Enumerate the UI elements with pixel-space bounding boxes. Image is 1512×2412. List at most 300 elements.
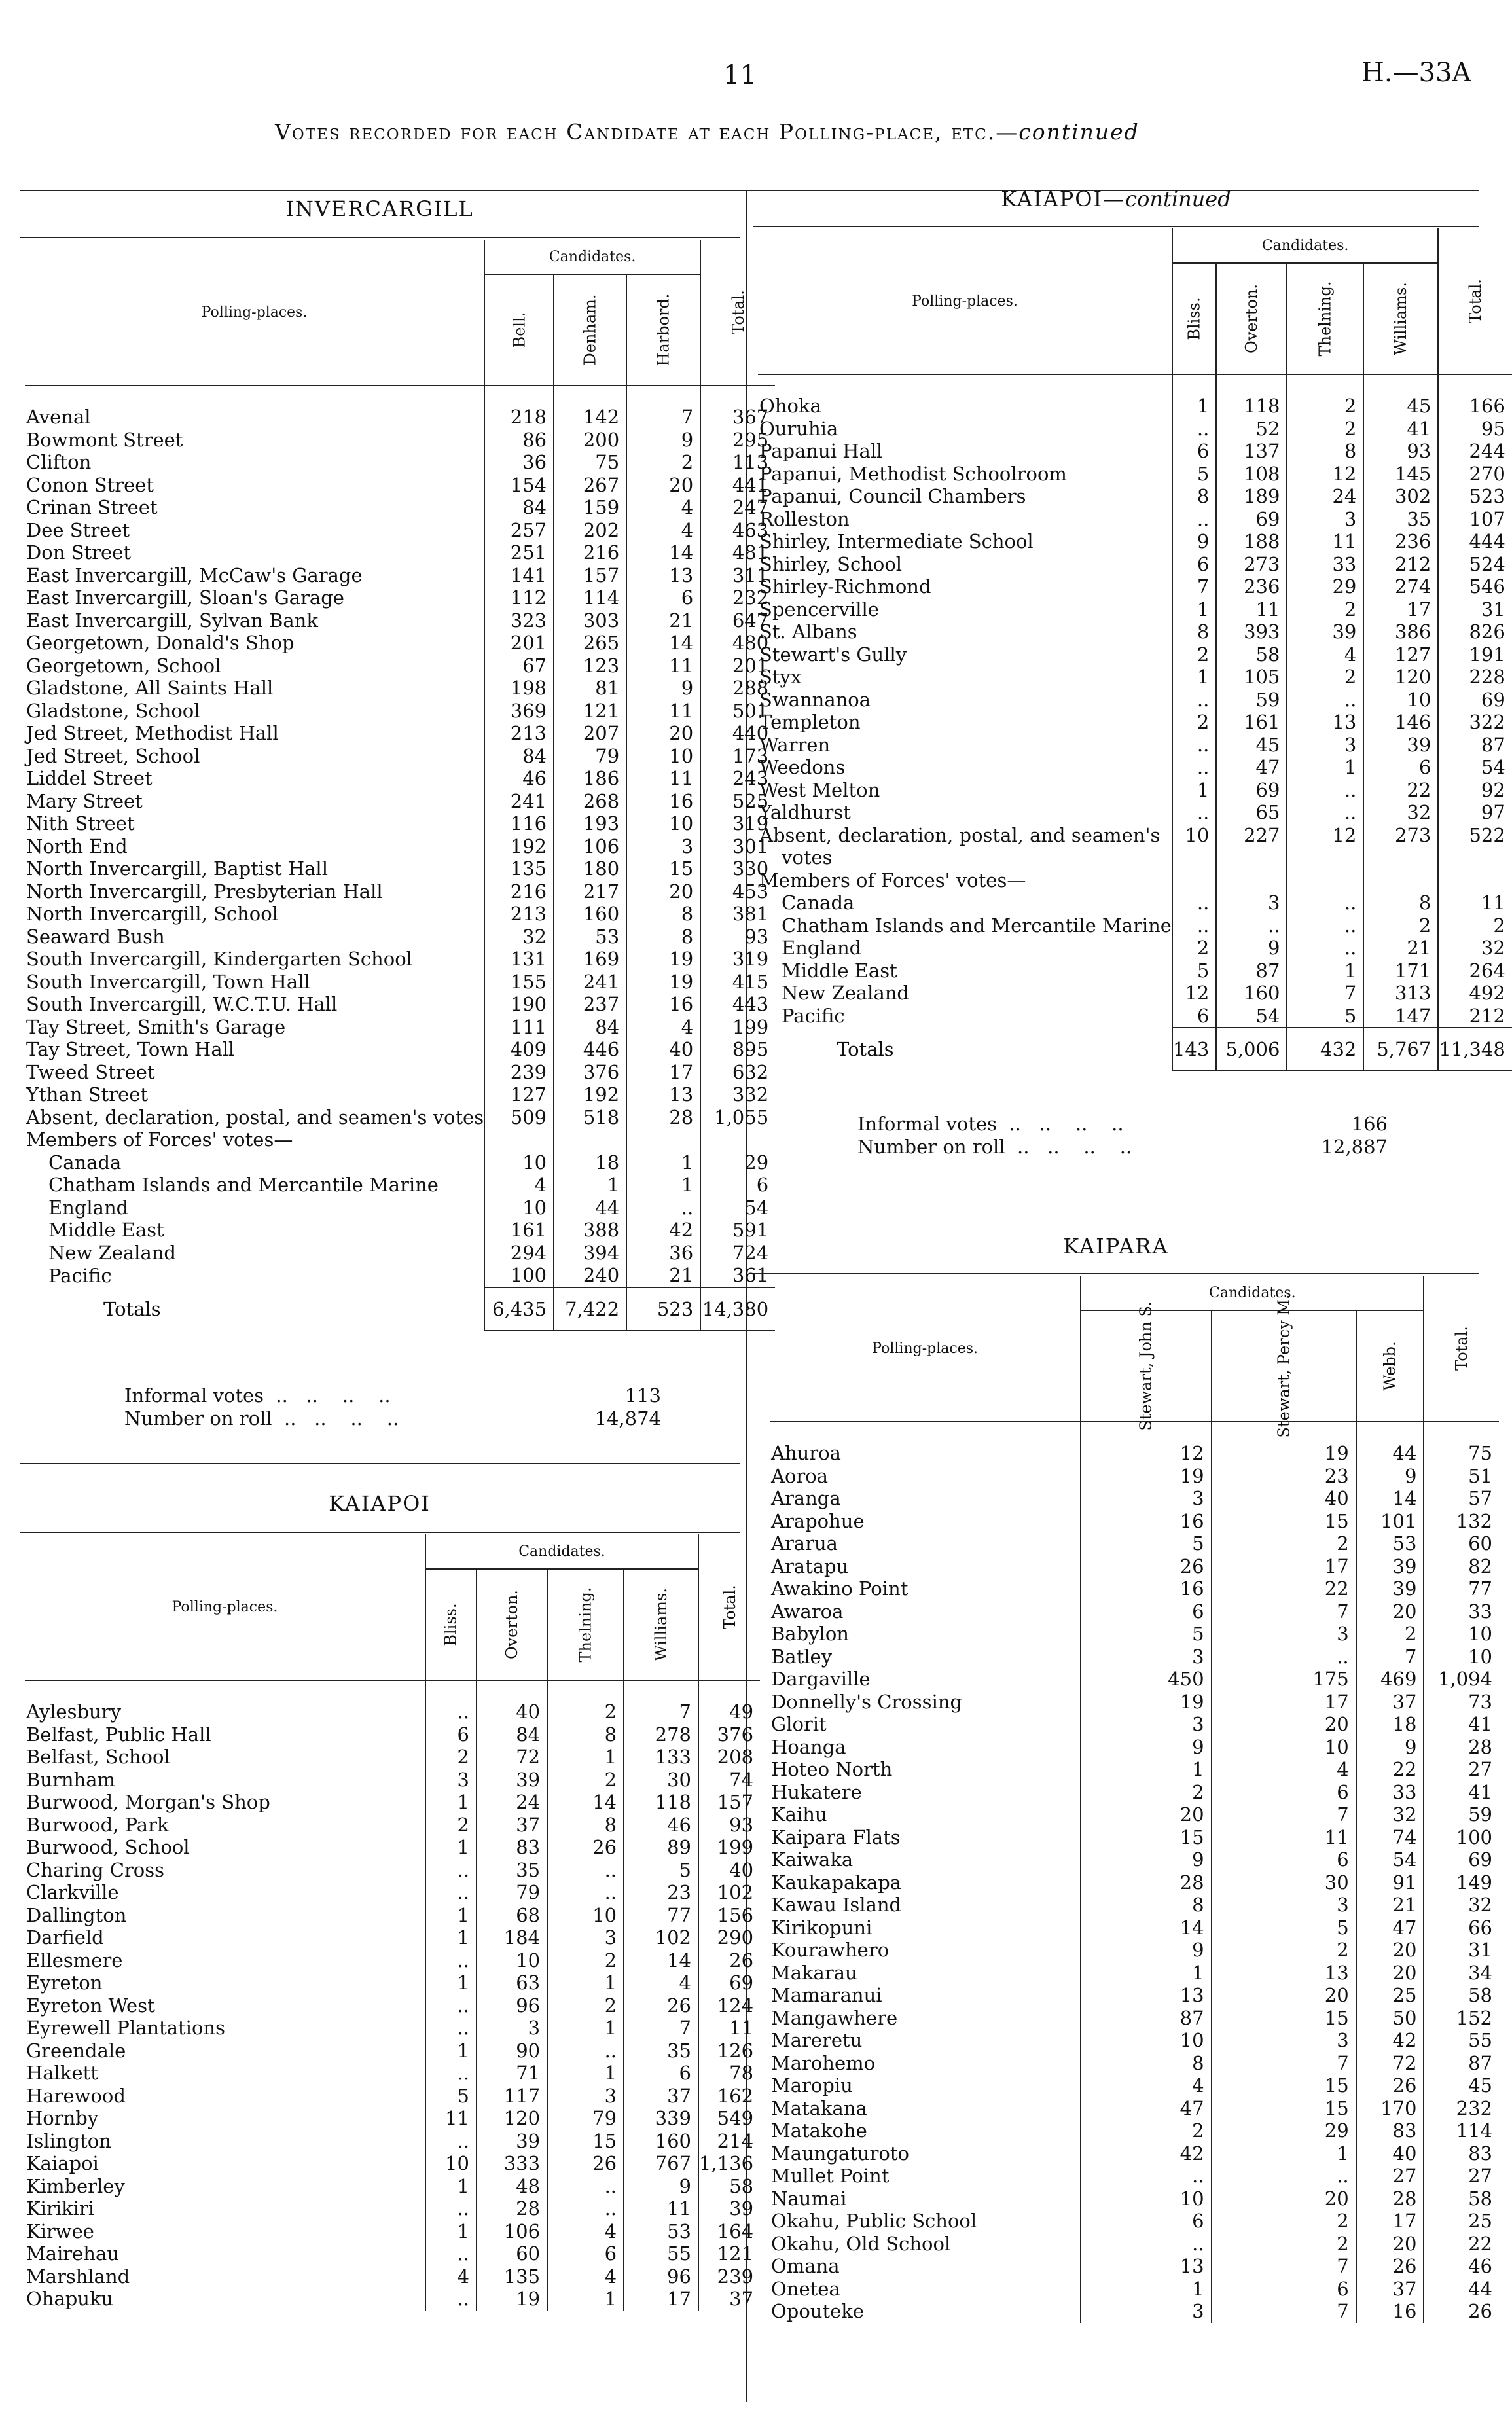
polling-place-name: Ahuroa <box>771 1442 841 1464</box>
polling-place-name: Spencerville <box>759 598 879 621</box>
vote-count: 123 <box>554 655 626 677</box>
vote-count: 826 <box>1438 621 1511 643</box>
vote-count: 311 <box>700 564 775 587</box>
polling-place-name: Kirikiri <box>26 2197 95 2220</box>
vote-count: 243 <box>700 767 775 790</box>
polling-place <box>25 1723 425 1746</box>
vote-count: 31 <box>1438 598 1511 621</box>
vote-count: 1 <box>425 1971 477 1994</box>
vote-count: 40 <box>477 1701 547 1723</box>
vote-count: 12 <box>1287 463 1363 486</box>
table-row <box>770 1668 1499 1691</box>
vote-count: 15 <box>1212 2097 1356 2120</box>
vote-count: 118 <box>624 1791 698 1814</box>
total-count: 11,348 <box>1438 1028 1511 1071</box>
vote-count: 469 <box>1356 1668 1424 1691</box>
vote-count: 159 <box>554 496 626 519</box>
vote-count: 2 <box>1438 914 1511 937</box>
vote-count: 83 <box>1356 2119 1424 2142</box>
polling-place-name: Naumai <box>771 2187 847 2210</box>
vote-count: 2 <box>1212 2210 1356 2233</box>
vote-count: 2 <box>425 1746 477 1769</box>
vote-count: 15 <box>1081 1826 1211 1849</box>
vote-count: 10 <box>425 2152 477 2175</box>
vote-count: 69 <box>1216 779 1287 802</box>
polling-place <box>25 1151 484 1174</box>
vote-count: 131 <box>484 948 554 971</box>
polling-place <box>25 2242 425 2265</box>
vote-count: 27 <box>1424 1758 1499 1781</box>
polling-place <box>758 937 1172 960</box>
vote-count: 19 <box>626 948 700 971</box>
vote-count: 102 <box>698 1881 760 1904</box>
vote-count: 63 <box>477 1971 547 1994</box>
vote-count: .. <box>1172 734 1216 757</box>
polling-place-name: Makarau <box>771 1961 857 1984</box>
vote-count: 10 <box>477 1949 547 1972</box>
kaiapoi-table <box>25 1534 760 2311</box>
table-row <box>770 1894 1499 1917</box>
vote-count: 369 <box>484 700 554 723</box>
table-row <box>25 1723 760 1746</box>
vote-count: 6 <box>1212 1848 1356 1871</box>
polling-place <box>758 891 1172 914</box>
vote-count: 303 <box>554 609 626 632</box>
polling-place-name: Aylesbury <box>26 1701 121 1723</box>
candidate-name-label: Webb. <box>1380 1341 1399 1391</box>
vote-count: 29 <box>1212 2119 1356 2142</box>
vote-count: 20 <box>1356 1939 1424 1962</box>
vote-count: 58 <box>698 2175 760 2198</box>
polling-place <box>25 1264 484 1287</box>
vote-count: 26 <box>698 1949 760 1972</box>
polling-place-name: Papanui, Methodist Schoolroom <box>759 462 1067 485</box>
vote-count: 114 <box>554 586 626 609</box>
vote-count: 170 <box>1356 2097 1424 2120</box>
vote-count: 89 <box>624 1836 698 1859</box>
polling-place <box>25 541 484 564</box>
total-count: 5,006 <box>1216 1028 1287 1071</box>
polling-place <box>25 1769 425 1791</box>
vote-count: 93 <box>1363 440 1438 463</box>
vote-count: 7 <box>1212 2255 1356 2278</box>
vote-count: .. <box>547 1881 624 1904</box>
kaipara-title: KAIPARA <box>1063 1234 1169 1259</box>
polling-place <box>770 2165 1081 2187</box>
polling-place-name: Absent, declaration, postal, and seamen's votes <box>26 1106 484 1128</box>
polling-place: votes <box>782 846 833 869</box>
table-row <box>770 1465 1499 1488</box>
table-row <box>758 485 1512 508</box>
vote-count: 28 <box>477 2197 547 2220</box>
polling-place <box>770 2300 1081 2323</box>
vote-count: 2 <box>1287 598 1363 621</box>
candidate-name-label: Bell. <box>510 312 529 348</box>
vote-count: 11 <box>698 2017 760 2040</box>
vote-count: 4 <box>626 519 700 542</box>
vote-count: 17 <box>1212 1555 1356 1578</box>
vote-count: 2 <box>547 1701 624 1723</box>
vote-count: 149 <box>1424 1871 1499 1894</box>
polling-place-name: Marohemo <box>771 2051 876 2074</box>
vote-count: 4 <box>484 1174 554 1197</box>
vote-count: 20 <box>626 880 700 903</box>
vote-count: 10 <box>484 1197 554 1219</box>
total-count: 143 <box>1172 1028 1216 1071</box>
table-row <box>758 508 1512 531</box>
vote-count: 6 <box>425 1723 477 1746</box>
vote-count: 1 <box>425 1791 477 1814</box>
vote-count: 4 <box>624 1971 698 1994</box>
vote-count: 13 <box>1081 2255 1211 2278</box>
vote-count: 3 <box>626 835 700 858</box>
polling-place-name: Aratapu <box>771 1555 849 1577</box>
polling-place <box>25 1859 425 1882</box>
vote-count: .. <box>1212 1646 1356 1668</box>
polling-place <box>25 406 484 429</box>
vote-count: 14 <box>1356 1487 1424 1510</box>
table-row <box>758 643 1512 666</box>
vote-count: 4 <box>547 2220 624 2243</box>
polling-place <box>758 960 1172 982</box>
table-row <box>25 474 775 497</box>
vote-count: 7 <box>1212 1803 1356 1826</box>
vote-count: 54 <box>1438 756 1511 779</box>
vote-count: 175 <box>1212 1668 1356 1691</box>
table-row <box>25 2085 760 2108</box>
vote-count: .. <box>425 2130 477 2153</box>
table-row <box>25 2062 760 2085</box>
vote-count: 393 <box>1216 621 1287 643</box>
vote-count: 5 <box>1081 1532 1211 1555</box>
vote-count: 7 <box>1287 982 1363 1005</box>
vote-count: 19 <box>1081 1691 1211 1714</box>
vote-count: 44 <box>1424 2278 1499 2301</box>
vote-count: 201 <box>484 632 554 655</box>
table-row <box>25 1791 760 1814</box>
candidate-name <box>554 274 626 386</box>
vote-count: 239 <box>698 2265 760 2288</box>
polling-place-name: Don Street <box>26 541 131 564</box>
polling-place <box>25 2062 425 2085</box>
vote-count: 100 <box>484 1264 554 1287</box>
polling-place-name: Darfield <box>26 1926 104 1949</box>
vote-count: 10 <box>547 1904 624 1927</box>
vote-count: .. <box>425 1701 477 1723</box>
vote-count: 90 <box>477 2040 547 2062</box>
vote-count: 41 <box>1363 418 1438 441</box>
table-row <box>25 1904 760 1927</box>
polling-place <box>758 734 1172 757</box>
candidate-name <box>425 1569 477 1680</box>
vote-count: 330 <box>700 857 775 880</box>
table-row <box>770 1871 1499 1894</box>
vote-count: 213 <box>484 903 554 926</box>
vote-count: 145 <box>1363 463 1438 486</box>
vote-count: 17 <box>626 1061 700 1084</box>
table-row <box>25 496 775 519</box>
vote-count: 191 <box>1438 643 1511 666</box>
vote-count: 32 <box>1356 1803 1424 1826</box>
vote-count: 5 <box>1287 1005 1363 1028</box>
vote-count: 7 <box>1212 2052 1356 2075</box>
vote-count: 9 <box>626 429 700 452</box>
polling-place <box>758 463 1172 486</box>
vote-count: 6 <box>1172 553 1216 576</box>
vote-count: 34 <box>1424 1962 1499 1985</box>
polling-place <box>25 1083 484 1106</box>
table-row <box>25 1769 760 1791</box>
table-row <box>25 2220 760 2243</box>
vote-count: 39 <box>477 2130 547 2153</box>
polling-place-name: Crinan Street <box>26 496 158 518</box>
table-row <box>758 711 1512 734</box>
table-row <box>770 2074 1499 2097</box>
vote-count: 160 <box>554 903 626 926</box>
vote-count: 4 <box>626 496 700 519</box>
vote-count: 22 <box>1212 1577 1356 1600</box>
candidate-name-label: Thelning. <box>576 1587 595 1663</box>
polling-place <box>770 2007 1081 2030</box>
vote-count: 523 <box>1438 485 1511 508</box>
table-row <box>758 553 1512 576</box>
vote-count: 86 <box>484 429 554 452</box>
vote-count: 157 <box>554 564 626 587</box>
table-row <box>25 1151 775 1174</box>
vote-count: 46 <box>1424 2255 1499 2278</box>
vote-count: 2 <box>1287 418 1363 441</box>
table-row <box>770 1600 1499 1623</box>
vote-count: 20 <box>1356 1962 1424 1985</box>
vote-count: 15 <box>1212 2074 1356 2097</box>
candidate-name-label: Denham. <box>581 294 600 366</box>
vote-count: 11 <box>626 655 700 677</box>
candidate-name-label: Overton. <box>503 1589 522 1660</box>
vote-count: 48 <box>477 2175 547 2198</box>
vote-count: 2 <box>425 1814 477 1837</box>
polling-place <box>25 993 484 1016</box>
vote-count: 107 <box>1438 508 1511 531</box>
empty-cell <box>1172 846 1216 869</box>
vote-count: 632 <box>700 1061 775 1084</box>
vote-count: 444 <box>1438 530 1511 553</box>
vote-count: 28 <box>1081 1871 1211 1894</box>
vote-count: 39 <box>1363 734 1438 757</box>
vote-count: 9 <box>624 2175 698 2198</box>
polling-place <box>770 1555 1081 1578</box>
vote-count: 121 <box>554 700 626 723</box>
running-title: Votes recorded for each Candidate at each Polling-place, etc.—continued <box>275 119 1140 145</box>
table-row <box>25 609 775 632</box>
vote-count: 213 <box>484 722 554 745</box>
vote-count: 1 <box>547 2288 624 2311</box>
polling-place <box>770 1781 1081 1804</box>
vote-count: 767 <box>624 2152 698 2175</box>
polling-place <box>758 440 1172 463</box>
vote-count: 21 <box>626 609 700 632</box>
vote-count: 376 <box>698 1723 760 1746</box>
vote-count: 1 <box>1081 2278 1211 2301</box>
vote-count: .. <box>547 1859 624 1882</box>
vote-count: 44 <box>1356 1442 1424 1465</box>
vote-count: 1 <box>425 2040 477 2062</box>
polling-place-name: Halkett <box>26 2062 98 2084</box>
vote-count: 160 <box>624 2130 698 2153</box>
table-row <box>25 1061 775 1084</box>
vote-count: 26 <box>1081 1555 1211 1578</box>
polling-place-name: Maungaturoto <box>771 2142 909 2165</box>
vote-count: 17 <box>1363 598 1438 621</box>
polling-place <box>758 418 1172 441</box>
vote-count: 239 <box>484 1061 554 1084</box>
polling-place <box>770 2255 1081 2278</box>
vote-count: 28 <box>1424 1736 1499 1759</box>
vote-count: 218 <box>484 406 554 429</box>
polling-place-name: Clifton <box>26 451 92 473</box>
vote-count: 5 <box>1172 463 1216 486</box>
total-header: Total. <box>698 1534 760 1680</box>
table-row <box>770 1646 1499 1668</box>
polling-place-name: Tweed Street <box>26 1060 155 1083</box>
vote-count: 47 <box>1356 1917 1424 1939</box>
table-row <box>25 1971 760 1994</box>
vote-count: 53 <box>554 926 626 948</box>
vote-count: 3 <box>425 1769 477 1791</box>
spacer-row <box>25 1680 760 1701</box>
vote-count: 39 <box>698 2197 760 2220</box>
vote-count: .. <box>1172 914 1216 937</box>
polling-place <box>25 1038 484 1061</box>
polling-place-name: Chatham Islands and Mercantile Marine <box>48 1174 439 1196</box>
polling-place-name: Kaiwaka <box>771 1848 854 1871</box>
vote-count: 156 <box>698 1904 760 1927</box>
candidate-name-label: Harbord. <box>654 293 673 367</box>
vote-count: 20 <box>1212 1984 1356 2007</box>
vote-count: 446 <box>554 1038 626 1061</box>
vote-count: 91 <box>1356 1871 1424 1894</box>
vote-count: 14 <box>626 541 700 564</box>
vote-count: 84 <box>484 496 554 519</box>
vote-count: 54 <box>1356 1848 1424 1871</box>
polling-place <box>758 711 1172 734</box>
table-row <box>25 1174 775 1197</box>
vote-count: 12 <box>1287 824 1363 847</box>
totals-label: Totals <box>103 1297 161 1320</box>
vote-count: 59 <box>1424 1803 1499 1826</box>
vote-count: 267 <box>554 474 626 497</box>
polling-place <box>770 2278 1081 2301</box>
polling-place <box>25 1219 484 1242</box>
vote-count: 135 <box>484 857 554 880</box>
vote-count: 29 <box>1287 575 1363 598</box>
vote-count: 111 <box>484 1016 554 1039</box>
vote-count: 45 <box>1424 2074 1499 2097</box>
vote-count: .. <box>425 1859 477 1882</box>
vote-count: 9 <box>1081 1848 1211 1871</box>
vote-count: 37 <box>624 2085 698 2108</box>
vote-count: 21 <box>1363 937 1438 960</box>
polling-place-name: Mullet Point <box>771 2165 890 2187</box>
vote-count: 1 <box>1172 395 1216 418</box>
vote-count: 161 <box>1216 711 1287 734</box>
candidates-header: Candidates. <box>1081 1276 1424 1310</box>
polling-place-name: Okahu, Public School <box>771 2210 977 2232</box>
vote-count: 132 <box>1424 1510 1499 1533</box>
table-row <box>25 1746 760 1769</box>
polling-place <box>758 824 1172 847</box>
vote-count: 15 <box>626 857 700 880</box>
vote-count: 450 <box>1081 1668 1211 1691</box>
vote-count: 10 <box>484 1151 554 1174</box>
vote-count: 55 <box>1424 2029 1499 2052</box>
vote-count: 1 <box>1212 2142 1356 2165</box>
vote-count: 33 <box>1356 1781 1424 1804</box>
polling-place <box>770 2142 1081 2165</box>
vote-count: 232 <box>1424 2097 1499 2120</box>
vote-count: 24 <box>1287 485 1363 508</box>
polling-place <box>770 1691 1081 1714</box>
kaiapoi-separator <box>20 1463 740 1464</box>
polling-place <box>25 880 484 903</box>
polling-place-name: Conon Street <box>26 473 154 496</box>
vote-count: 244 <box>1438 440 1511 463</box>
vote-count: 11 <box>425 2107 477 2130</box>
table-row <box>770 1713 1499 1736</box>
vote-count: .. <box>547 2175 624 2198</box>
polling-place <box>25 655 484 677</box>
vote-count: 20 <box>626 474 700 497</box>
vote-count: 31 <box>1424 1939 1499 1962</box>
polling-place-name: Eyrewell Plantations <box>26 2017 225 2039</box>
table-row <box>25 2175 760 2198</box>
vote-count: 5 <box>425 2085 477 2108</box>
polling-place-name: Georgetown, School <box>26 654 221 677</box>
vote-count: 190 <box>484 993 554 1016</box>
vote-count: 75 <box>554 451 626 474</box>
vote-count: 16 <box>1356 2300 1424 2323</box>
polling-place <box>770 1465 1081 1488</box>
vote-count: 294 <box>484 1242 554 1265</box>
vote-count: 6 <box>626 586 700 609</box>
candidate-name <box>1172 263 1216 374</box>
polling-place <box>25 857 484 880</box>
vote-count: .. <box>1081 2165 1211 2187</box>
vote-count: 166 <box>1438 395 1511 418</box>
vote-count: 3 <box>547 2085 624 2108</box>
vote-count: 27 <box>1356 2165 1424 2187</box>
table-row <box>770 1758 1499 1781</box>
polling-place-name: Donnelly's Crossing <box>771 1690 963 1713</box>
vote-count: 192 <box>484 835 554 858</box>
vote-count: 227 <box>1216 824 1287 847</box>
vote-count: 11 <box>624 2197 698 2220</box>
polling-place-name: Bowmont Street <box>26 428 183 451</box>
vote-count: 39 <box>1356 1555 1424 1578</box>
polling-places-header: Polling-places. <box>25 240 484 386</box>
vote-count: 367 <box>700 406 775 429</box>
vote-count: 20 <box>1356 2233 1424 2256</box>
vote-count: 2 <box>1287 666 1363 689</box>
polling-place <box>25 1061 484 1084</box>
vote-count: .. <box>1287 779 1363 802</box>
vote-count: 47 <box>1081 2097 1211 2120</box>
vote-count: 35 <box>1363 508 1438 531</box>
vote-count: .. <box>547 2197 624 2220</box>
vote-count: 9 <box>1172 530 1216 553</box>
vote-count: 55 <box>624 2242 698 2265</box>
vote-count: 100 <box>1424 1826 1499 1849</box>
vote-count: 30 <box>1212 1871 1356 1894</box>
